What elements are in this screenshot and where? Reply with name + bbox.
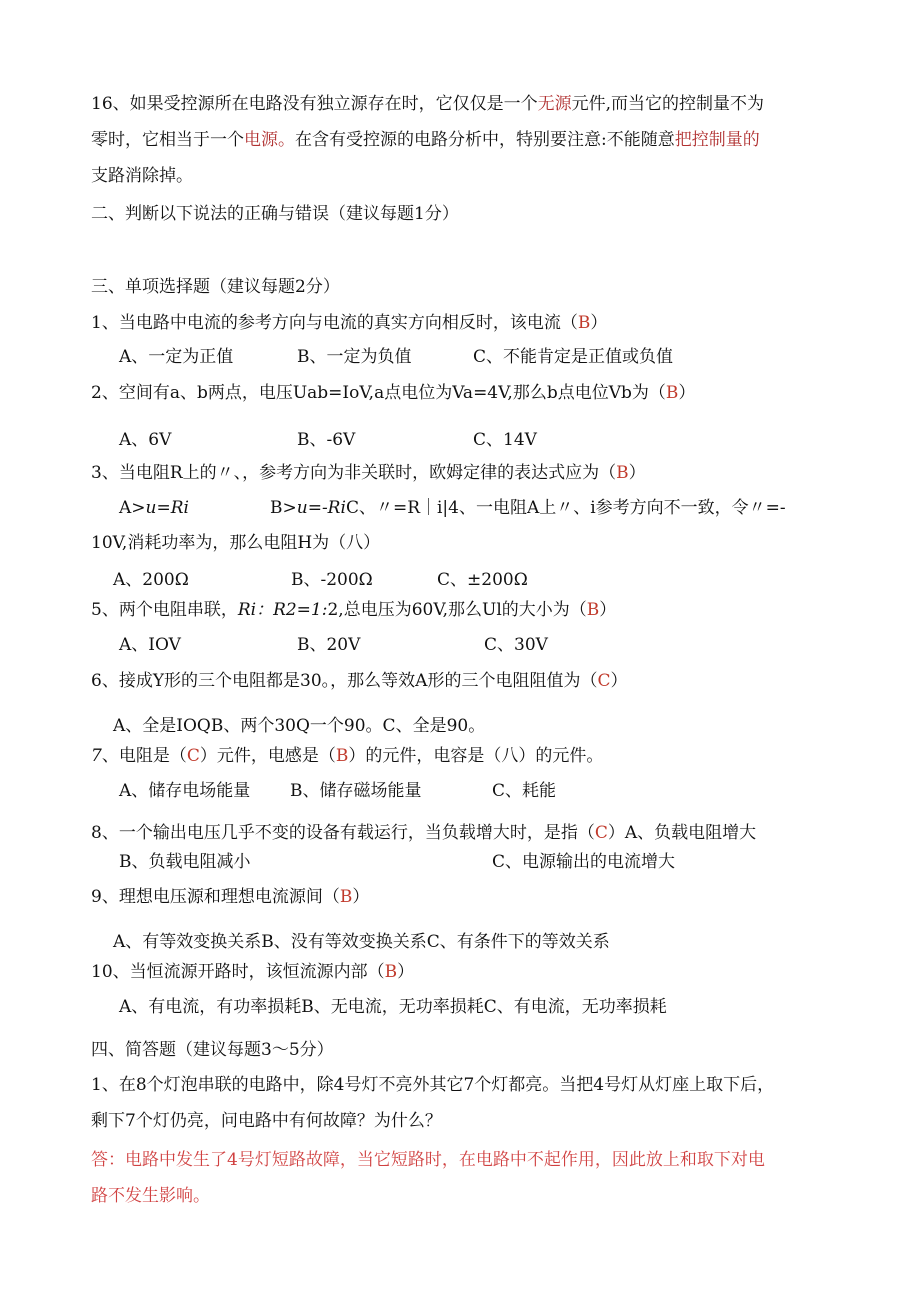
q3-line-3: 10V,消耗功率为，那么电阻H为（八）: [91, 533, 381, 553]
q5-option-b: B、20V: [297, 635, 361, 655]
q9-options: A、有等效变换关系B、没有等效变换关系C、有条件下的等效关系: [113, 932, 610, 952]
section-4-heading: 四、简答题（建议每题3～5分）: [91, 1040, 334, 1060]
q2-option-c: C、14V: [473, 430, 537, 450]
section-3-heading: 三、单项选择题（建议每题2分）: [91, 277, 340, 297]
q8-option-b: B、负载电阻减小: [119, 852, 251, 872]
q2-stem: 2、空间有a、b两点，电压Uab=IoV,a点电位为Va=4V,那么b点电位Vb为（B）: [91, 383, 696, 403]
q3-stem: 3、当电阻R上的〃、，参考方向为非关联时，欧姆定律的表达式应为（B）: [91, 463, 646, 483]
q2-option-b: B、-6V: [297, 430, 356, 450]
q1-option-a: A、一定为正值: [119, 347, 234, 367]
q16-line-1: 16、如果受控源所在电路没有独立源存在时，它仅仅是一个无源元件,而当它的控制量不为: [91, 94, 765, 114]
q5-option-a: A、IOV: [119, 635, 181, 655]
s1-question-line-2: 剩下7个灯仍亮，问电路中有何故障？为什么？: [91, 1111, 442, 1131]
q1-option-b: B、一定为负值: [297, 347, 412, 367]
q4-option-a: A、200Ω: [113, 570, 189, 590]
q7-option-a: A、储存电场能量: [119, 781, 251, 801]
q7-option-c: C、耗能: [492, 781, 557, 801]
q4-option-c: C、±200Ω: [437, 570, 528, 590]
q2-option-a: A、6V: [119, 430, 172, 450]
q1-stem: 1、当电路中电流的参考方向与电流的真实方向相反时，该电流（B）: [91, 313, 608, 333]
q4-option-b: B、-200Ω: [291, 570, 373, 590]
q7-stem: 7、电阻是（C）元件，电感是（B）的元件，电容是（八）的元件。: [91, 746, 604, 766]
q3-line-2-cont: B>u=-RiC、〃=R｜i|4、一电阻A上〃、i参考方向不一致，令〃=-: [270, 498, 786, 518]
q8-stem: 8、一个输出电压几乎不变的设备有载运行，当负载增大时，是指（C）A、负载电阻增大: [91, 823, 757, 843]
s1-question-line-1: 1、在8个灯泡串联的电路中，除4号灯不亮外其它7个灯都亮。当把4号灯从灯座上取下后，: [91, 1075, 775, 1095]
q10-options: A、有电流，有功率损耗B、无电流，无功率损耗C、有电流，无功率损耗: [119, 997, 667, 1017]
q6-options: A、全是IOQB、两个30Q一个90。C、全是90。: [113, 716, 486, 736]
q5-stem: 5、两个电阻串联，Ri：R2=1:2,总电压为60V,那么Ul的大小为（B）: [91, 600, 617, 620]
s1-answer-line-1: 答：电路中发生了4号灯短路故障，当它短路时，在电路中不起作用，因此放上和取下对电: [91, 1150, 765, 1170]
section-2-heading: 二、判断以下说法的正确与错误（建议每题1分）: [91, 204, 459, 224]
q16-line-3: 支路消除掉。: [91, 166, 193, 186]
q6-stem: 6、接成Y形的三个电阻都是30。，那么等效A形的三个电阻阻值为（C）: [91, 671, 628, 691]
q10-stem: 10、当恒流源开路时，该恒流源内部（B）: [91, 962, 415, 982]
q5-option-c: C、30V: [484, 635, 548, 655]
s1-answer-line-2: 路不发生影响。: [91, 1186, 210, 1206]
q1-option-c: C、不能肯定是正值或负值: [473, 347, 674, 367]
q3-line-2: A>u=Ri: [119, 498, 189, 518]
q16-line-2: 零时，它相当于一个电源。在含有受控源的电路分析中，特别要注意:不能随意把控制量的: [91, 130, 760, 150]
q9-stem: 9、理想电压源和理想电流源间（B）: [91, 887, 370, 907]
q7-option-b: B、储存磁场能量: [290, 781, 422, 801]
q8-option-c: C、电源输出的电流增大: [492, 852, 676, 872]
